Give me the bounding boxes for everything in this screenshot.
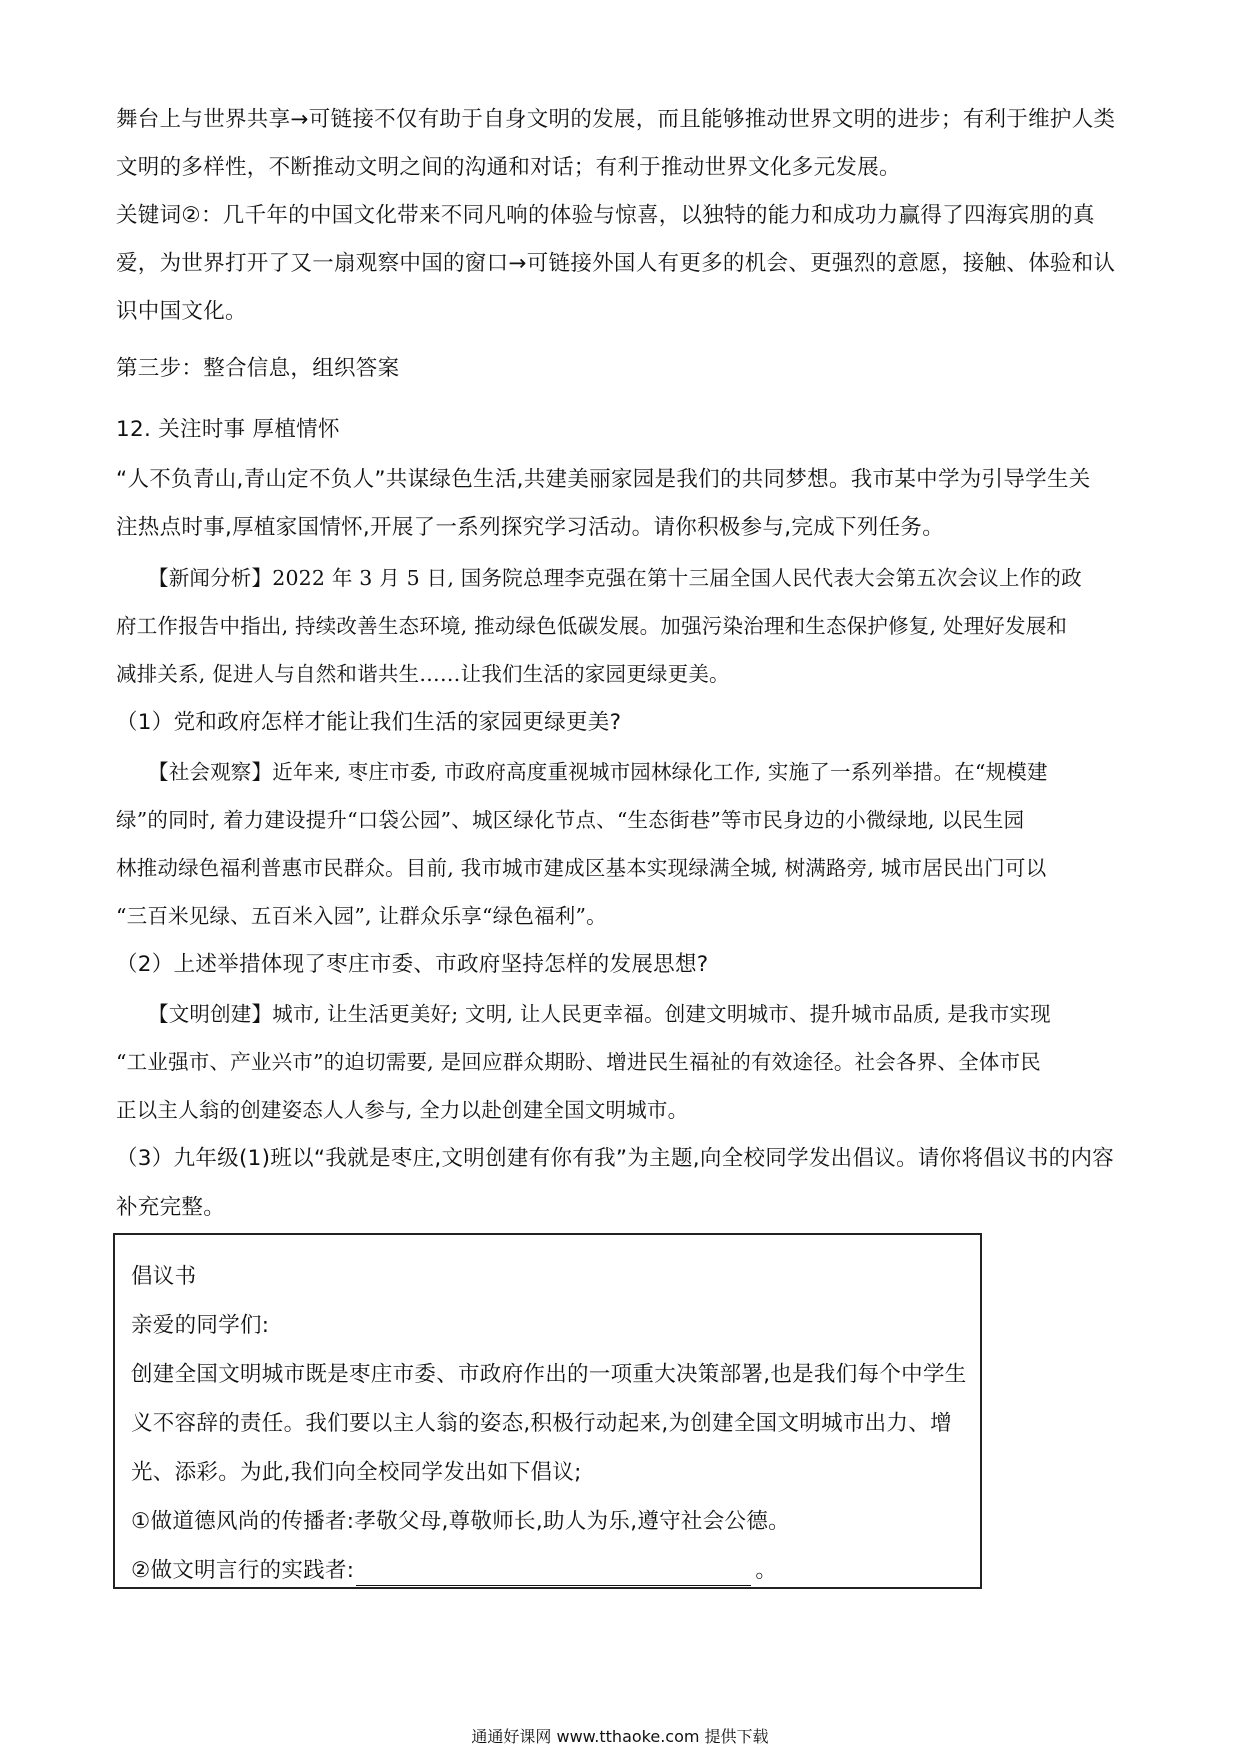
- civilization-line: “工业强市、产业兴市”的迫切需要, 是回应群众期盼、增进民生福祉的有效途径。社会各界、全体市民: [116, 1050, 1041, 1074]
- proposal-body-line: 义不容辞的责任。我们要以主人翁的姿态,积极行动起来,为创建全国文明城市出力、增: [131, 1411, 952, 1436]
- observation-line: 林推动绿色福利普惠市民群众。目前, 我市城市建成区基本实现绿满全城, 树满路旁, 城市居民出门可以: [116, 856, 1047, 880]
- paragraph-line: 文明的多样性，不断推动文明之间的沟通和对话；有利于推动世界文化多元发展。: [116, 155, 901, 180]
- proposal-greeting: 亲爱的同学们:: [131, 1313, 270, 1338]
- observation-line: 【社会观察】近年来, 枣庄市委, 市政府高度重视城市园林绿化工作, 实施了一系列举措。在“规模建: [148, 760, 1048, 784]
- news-line: 府工作报告中指出, 持续改善生态环境, 推动绿色低碳发展。加强污染治理和生态保护修复, 处理好发展和: [116, 614, 1068, 638]
- observation-line: 绿”的同时, 着力建设提升“口袋公园”、城区绿化节点、“生态街巷”等市民身边的小微绿地, 以民生园: [116, 808, 1025, 832]
- news-line: 【新闻分析】2022 年 3 月 5 日, 国务院总理李克强在第十三届全国人民代表大会第五次会议上作的政: [148, 566, 1082, 590]
- proposal-body-line: 光、添彩。为此,我们向全校同学发出如下倡议;: [131, 1460, 582, 1485]
- step-heading: 第三步：整合信息，组织答案: [116, 356, 400, 381]
- sub-question-3: （3）九年级(1)班以“我就是枣庄,文明创建有你有我”为主题,向全校同学发出倡议。请你将倡议书的内容: [116, 1146, 1115, 1171]
- civilization-line: 【文明创建】城市, 让生活更美好; 文明, 让人民更幸福。创建文明城市、提升城市品质, 是我市实现: [148, 1002, 1051, 1026]
- intro-line: “人不负青山,青山定不负人”共谋绿色生活,共建美丽家园是我们的共同梦想。我市某中学为引导学生关: [116, 467, 1091, 492]
- paragraph-line: 爱，为世界打开了又一扇观察中国的窗口→可链接外国人有更多的机会、更强烈的意愿，接触、体验和认: [116, 251, 1116, 276]
- paragraph-line: 关键词②：几千年的中国文化带来不同凡响的体验与惊喜，以独特的能力和成功力赢得了四海宾朋的真: [116, 203, 1095, 228]
- sub-question-3-cont: 补充完整。: [116, 1195, 226, 1220]
- question-title: 12. 关注时事 厚植情怀: [116, 417, 340, 442]
- observation-line: “三百米见绿、五百米入园”, 让群众乐享“绿色福利”。: [116, 904, 607, 928]
- proposal-item-1: ①做道德风尚的传播者:孝敬父母,尊敬师长,助人为乐,遵守社会公德。: [131, 1509, 790, 1534]
- news-line: 减排关系, 促进人与自然和谐共生……让我们生活的家园更绿更美。: [116, 662, 730, 686]
- proposal-title: 倡议书: [131, 1264, 197, 1289]
- footer-watermark: 通通好课网 www.tthaoke.com 提供下载: [471, 1727, 769, 1746]
- sub-question-1: （1）党和政府怎样才能让我们生活的家园更绿更美?: [116, 710, 622, 735]
- paragraph-line: 舞台上与世界共享→可链接不仅有助于自身文明的发展，而且能够推动世界文明的进步；有利于维护人类: [116, 107, 1116, 132]
- civilization-line: 正以主人翁的创建姿态人人参与, 全力以赴创建全国文明城市。: [116, 1098, 689, 1122]
- answer-blank[interactable]: [356, 1563, 751, 1586]
- proposal-box: [113, 1233, 982, 1589]
- proposal-body-line: 创建全国文明城市既是枣庄市委、市政府作出的一项重大决策部署,也是我们每个中学生: [131, 1362, 967, 1387]
- proposal-item-2-suffix: 。: [755, 1558, 778, 1583]
- proposal-item-2-prefix: ②做文明言行的实践者:: [131, 1558, 355, 1583]
- paragraph-line: 识中国文化。: [116, 299, 247, 324]
- intro-line: 注热点时事,厚植家国情怀,开展了一系列探究学习活动。请你积极参与,完成下列任务。: [116, 515, 945, 540]
- proposal-item-2: [131, 1556, 777, 1586]
- sub-question-2: （2）上述举措体现了枣庄市委、市政府坚持怎样的发展思想?: [116, 952, 709, 977]
